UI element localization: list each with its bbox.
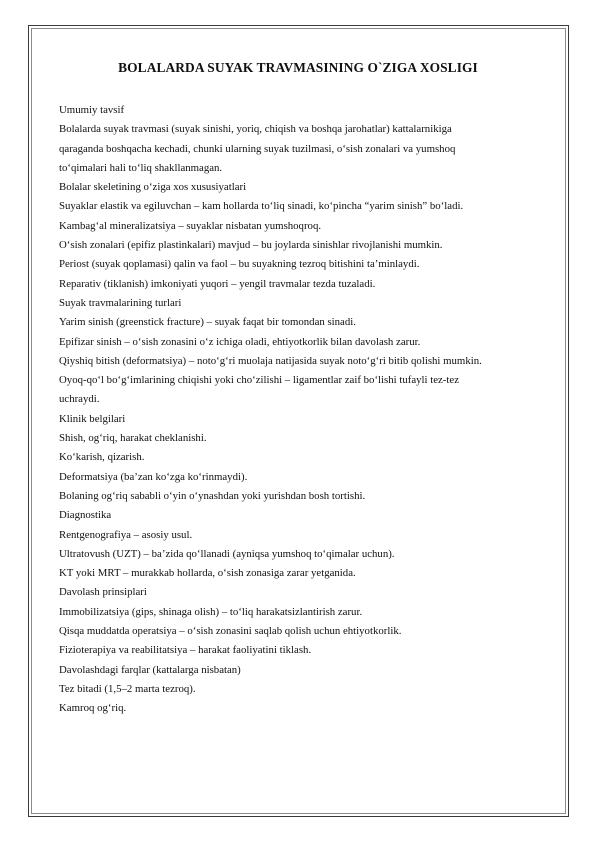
list-item: Kambag‘al mineralizatsiya – suyaklar nisbatan yumshoqroq. [59, 219, 322, 232]
list-item: Rentgenografiya – asosiy usul. [59, 528, 193, 541]
list-item: Reparativ (tiklanish) imkoniyati yuqori – yengil travmalar tezda tuzaladi. [59, 277, 376, 290]
document-title: BOLALARDA SUYAK TRAVMASINING O`ZIGA XOSLIGI [118, 60, 478, 75]
list-item: Kamroq og‘riq. [59, 702, 127, 715]
list-item: Bolaning og‘riq sababli o‘yin o‘ynashdan yoki yurishdan bosh tortishi. [59, 489, 366, 502]
section-heading-clinical-signs: Klinik belgilari [59, 412, 126, 425]
list-item: Periost (suyak qoplamasi) qalin va faol – bu suyakning tezroq bitishini ta’minlaydi. [59, 258, 420, 271]
paragraph-line: Bolalarda suyak travmasi (suyak sinishi, yoriq, chiqish va boshqa jarohatlar) kattalarnikiga [59, 123, 452, 136]
list-item: Shish, og‘riq, harakat cheklanishi. [59, 432, 207, 445]
section-heading-diagnostics: Diagnostika [59, 509, 112, 522]
section-heading-skeleton-features: Bolalar skeletining o‘ziga xos xususiyatlari [59, 181, 247, 194]
list-item: Yarim sinish (greenstick fracture) – suyak faqat bir tomondan sinadi. [59, 316, 356, 329]
list-item: Fizioterapiya va reabilitatsiya – harakat faoliyatini tiklash. [59, 644, 312, 657]
list-item: Deformatsiya (ba’zan ko‘zga ko‘rinmaydi). [59, 470, 248, 483]
list-item: Qisqa muddatda operatsiya – o‘sish zonasini saqlab qolish uchun ehtiyotkorlik. [59, 625, 402, 638]
list-item: O‘sish zonalari (epifiz plastinkalari) mavjud – bu joylarda sinishlar rivojlanishi mumkin. [59, 239, 443, 252]
paragraph-line: to‘qimalari hali to‘liq shakllanmagan. [59, 161, 223, 174]
paragraph-line: qaraganda boshqacha kechadi, chunki ularning suyak tuzilmasi, o‘sish zonalari va yumshoq [59, 142, 456, 155]
list-item: Qiyshiq bitish (deformatsiya) – noto‘g‘ri muolaja natijasida suyak noto‘g‘ri bitib qolishi mumkin. [59, 354, 482, 367]
list-item: Oyoq-qo‘l bo‘g‘imlarining chiqishi yoki cho‘zilishi – ligamentlar zaif bo‘lishi tufayli tez-tez [59, 374, 459, 387]
list-item-continuation: uchraydi. [59, 393, 100, 406]
section-heading-general: Umumiy tavsif [59, 104, 125, 116]
document-body [59, 101, 539, 719]
section-heading-treatment: Davolash prinsiplari [59, 586, 147, 599]
section-heading-injury-types: Suyak travmalarining turlari [59, 296, 182, 309]
section-heading-differences: Davolashdagi farqlar (kattalarga nisbatan) [59, 663, 241, 676]
list-item: Immobilizatsiya (gips, shinaga olish) – to‘liq harakatsizlantirish zarur. [59, 605, 363, 618]
list-item: Ko‘karish, qizarish. [59, 451, 145, 464]
list-item: Tez bitadi (1,5–2 marta tezroq). [59, 682, 196, 695]
list-item: KT yoki MRT – murakkab hollarda, o‘sish zonasiga zarar yetganida. [59, 567, 356, 580]
list-item: Suyaklar elastik va egiluvchan – kam hollarda to‘liq sinadi, ko‘pincha “yarim sinish” bo‘ladi. [59, 200, 464, 213]
list-item: Ultratovush (UZT) – ba’zida qo‘llanadi (ayniqsa yumshoq to‘qimalar uchun). [59, 547, 395, 560]
list-item: Epifizar sinish – o‘sish zonasini o‘z ichiga oladi, ehtiyotkorlik bilan davolash zarur. [59, 335, 421, 348]
